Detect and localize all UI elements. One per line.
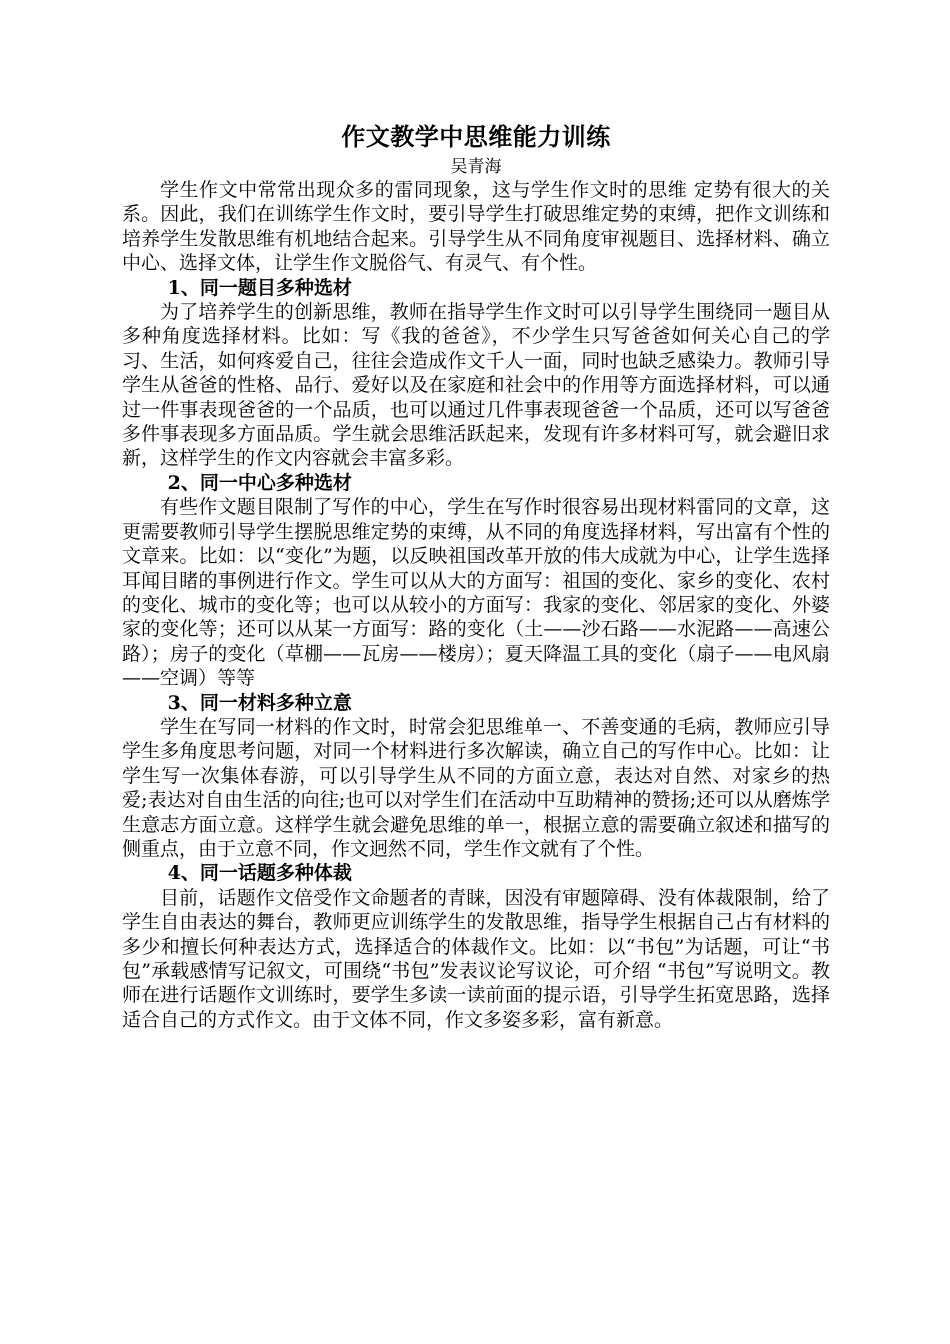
section-heading-4: 4、同一话题多种体裁 bbox=[167, 862, 352, 885]
document-content bbox=[122, 122, 830, 1032]
section-heading-3: 3、同一材料多种立意 bbox=[167, 691, 352, 714]
section-body-2: 有些作文题目限制了写作的中心，学生在写作时很容易出现材料雷同的文章，这更需要教师引导学生摆脱思维定势的束缚，从不同的角度选择材料，写出富有个性的文章来。比如：以“变化”为题，以反映祖国改革开放的伟大成就为中心，让学生选择耳闻目睹的事例进行作文。学生可以从大的方面写：祖国的变化、家乡的变化、农村的变化、城市的变化等；也可以从较小的方面写：我家的变化、邻居家的变化、外婆家的变化等；还可以从某一方面写：路的变化（土——沙石路——水泥路——高速公路）；房子的变化（草棚——瓦房——楼房）；夏天降温工具的变化（扇子——电风扇——空调）等等 bbox=[122, 496, 830, 690]
section-body-3: 学生在写同一材料的作文时，时常会犯思维单一、不善变通的毛病，教师应引导学生多角度思考问题，对同一个材料进行多次解读，确立自己的写作中心。比如：让学生写一次集体春游，可以引导学生从不同的方面立意，表达对自然、对家乡的热爱;表达对自由生活的向往;也可以对学生们在活动中互助精神的赞扬;还可以从磨炼学生意志方面立意。这样学生就会避免思维的单一，根据立意的需要确立叙述和描写的侧重点，由于立意不同，作文迥然不同，学生作文就有了个性。 bbox=[122, 715, 830, 860]
section-body-4: 目前，话题作文倍受作文命题者的青睐，因没有审题障碍、没有体裁限制，给了学生自由表达的舞台，教师更应训练学生的发散思维，指导学生根据自己占有材料的多少和擅长何种表达方式，选择适合的体裁作文。比如：以“书包”为话题，可让“书包”承载感情写记叙文，可围绕“书包”发表议论写议论，可介绍 “书包”写说明文。教师在进行话题作文训练时，要学生多读一读前面的提示语，引导学生拓宽思路，选择适合自己的方式作文。由于文体不同，作文多姿多彩，富有新意。 bbox=[122, 886, 830, 1031]
intro-paragraph: 学生作文中常常出现众多的雷同现象，这与学生作文时的思维 定势有很大的关系。因此，我们在训练学生作文时，要引导学生打破思维定势的束缚，把作文训练和培养学生发散思维有机地结合起来。引导学生从不同角度审视题目、选择材料、确立中心、选择文体，让学生作文脱俗气、有灵气、有个性。 bbox=[122, 179, 830, 275]
section-body-1: 为了培养学生的创新思维，教师在指导学生作文时可以引导学生围绕同一题目从多种角度选择材料。比如：写《我的爸爸》，不少学生只写爸爸如何关心自己的学习、生活，如何疼爱自己，往往会造成作文千人一面，同时也缺乏感染力。教师引导学生从爸爸的性格、品行、爱好以及在家庭和社会中的作用等方面选择材料，可以通过一件事表现爸爸的一个品质，也可以通过几件事表现爸爸一个品质，还可以写爸爸多件事表现多方面品质。学生就会思维活跃起来，发现有许多材料可写，就会避旧求新，这样学生的作文内容就会丰富多彩。 bbox=[122, 301, 830, 470]
section-heading-1: 1、同一题目多种选材 bbox=[167, 276, 352, 299]
section-heading-2: 2、同一中心多种选材 bbox=[167, 471, 352, 494]
document-title: 作文教学中思维能力训练 bbox=[341, 122, 611, 151]
document-author: 吴青海 bbox=[450, 157, 502, 177]
